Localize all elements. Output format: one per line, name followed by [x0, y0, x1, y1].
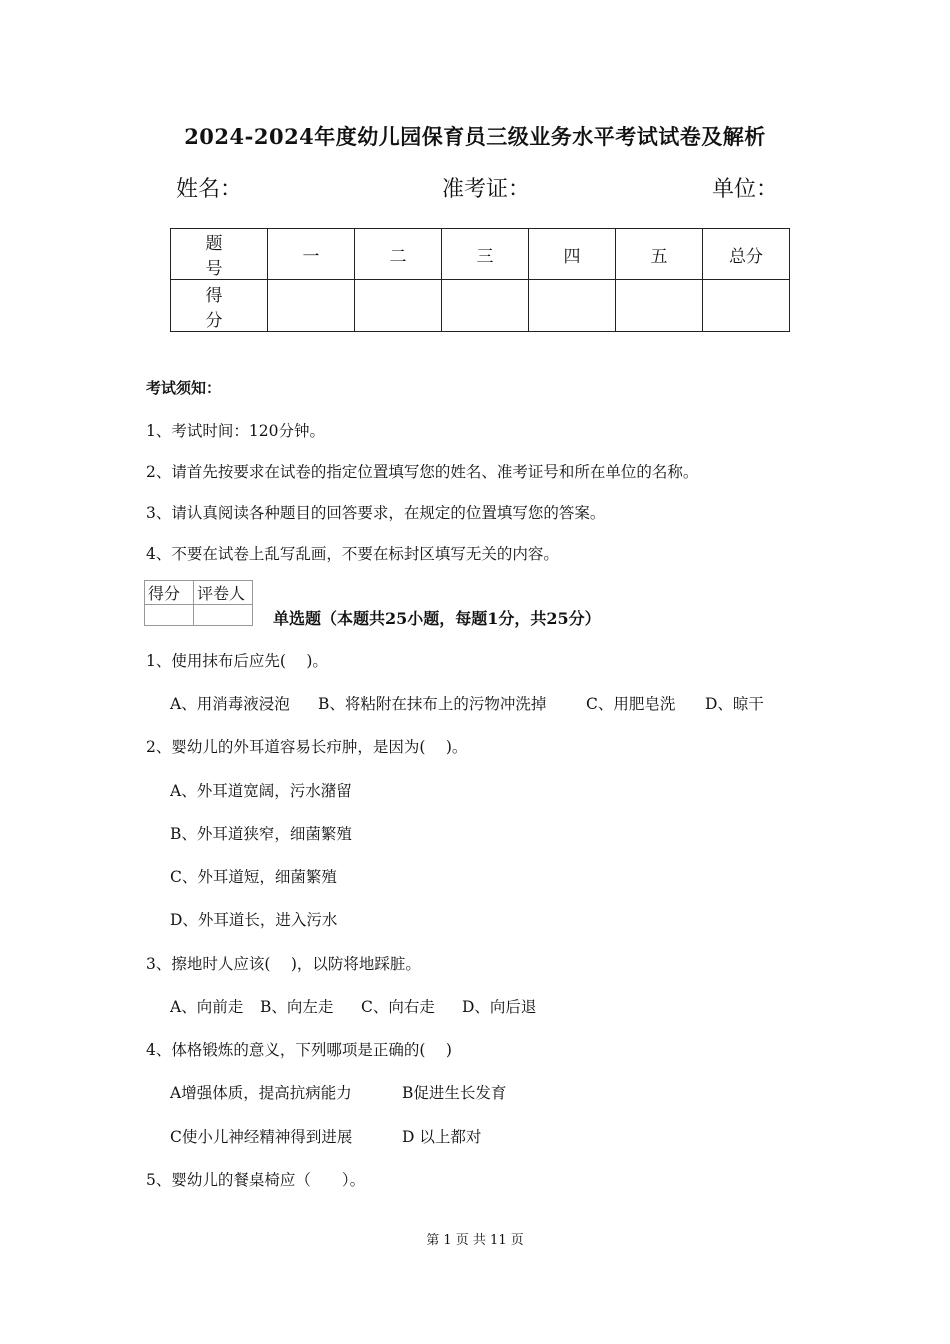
page-footer: 第 1 页 共 11 页	[426, 1233, 524, 1248]
page-title: 2024-2024年度幼儿园保育员三级业务水平考试试卷及解析	[184, 124, 766, 149]
score-input-cell[interactable]	[703, 280, 790, 332]
grader-score-label: 得分	[145, 581, 194, 605]
score-table-cell: 三	[442, 229, 529, 280]
question-stem: 4、体格锻炼的意义，下列哪项是正确的( )	[146, 1041, 452, 1059]
option: D、晾干	[705, 695, 764, 713]
section-title: 单选题（本题共25小题，每题1分，共25分）	[273, 609, 601, 628]
notice-heading: 考试须知：	[146, 379, 222, 397]
notice-item: 3、请认真阅读各种题目的回答要求，在规定的位置填写您的答案。	[146, 504, 606, 522]
option: C、向右走	[361, 998, 435, 1016]
score-input-cell[interactable]	[355, 280, 442, 332]
question-stem: 2、婴幼儿的外耳道容易长疖肿，是因为( )。	[146, 738, 468, 756]
unit-label: 单位：	[712, 177, 779, 202]
grader-score-cell[interactable]	[145, 605, 194, 626]
grader-reviewer-label: 评卷人	[194, 581, 253, 605]
score-table-cell: 一	[268, 229, 355, 280]
exam-id-label: 准考证：	[442, 177, 531, 202]
option: A、用消毒液浸泡	[170, 695, 290, 713]
score-input-cell[interactable]	[268, 280, 355, 332]
question-stem: 3、擦地时人应该( )，以防将地踩脏。	[146, 955, 421, 973]
option: C、用肥皂洗	[586, 695, 676, 713]
notice-item: 4、不要在试卷上乱写乱画，不要在标封区填写无关的内容。	[146, 545, 559, 563]
grader-box	[144, 580, 253, 626]
score-table	[170, 228, 790, 332]
option: A增强体质，提高抗病能力	[170, 1084, 352, 1102]
score-table-cell: 二	[355, 229, 442, 280]
option: D、向后退	[462, 998, 537, 1016]
name-label: 姓名：	[176, 177, 243, 202]
option: C使小儿神经精神得到进展	[170, 1128, 353, 1146]
notice-item: 1、考试时间：120分钟。	[146, 422, 325, 440]
option: D、外耳道长，进入污水	[170, 911, 338, 929]
score-table-score-row	[171, 280, 790, 332]
score-input-cell[interactable]	[442, 280, 529, 332]
option: B、外耳道狭窄，细菌繁殖	[170, 825, 352, 843]
question-stem: 1、使用抹布后应先( )。	[146, 652, 328, 670]
score-table-cell: 四	[529, 229, 616, 280]
score-input-cell[interactable]	[529, 280, 616, 332]
score-table-cell: 总分	[703, 229, 790, 280]
notice-item: 2、请首先按要求在试卷的指定位置填写您的姓名、准考证号和所在单位的名称。	[146, 463, 699, 481]
score-input-cell[interactable]	[616, 280, 703, 332]
score-table-cell: 五	[616, 229, 703, 280]
option: A、外耳道宽阔，污水潴留	[170, 782, 352, 800]
option: C、外耳道短，细菌繁殖	[170, 868, 337, 886]
score-table-cell: 题 号	[171, 229, 268, 280]
option: B、将粘附在抹布上的污物冲洗掉	[318, 695, 547, 713]
score-table-cell: 得 分	[171, 280, 268, 332]
score-table-header-row	[171, 229, 790, 280]
option: A、向前走	[170, 998, 244, 1016]
option: D 以上都对	[402, 1128, 482, 1146]
question-stem: 5、婴幼儿的餐桌椅应（ ）。	[146, 1171, 366, 1189]
option: B、向左走	[260, 998, 334, 1016]
option: B促进生长发育	[402, 1084, 507, 1102]
grader-reviewer-cell[interactable]	[194, 605, 253, 626]
